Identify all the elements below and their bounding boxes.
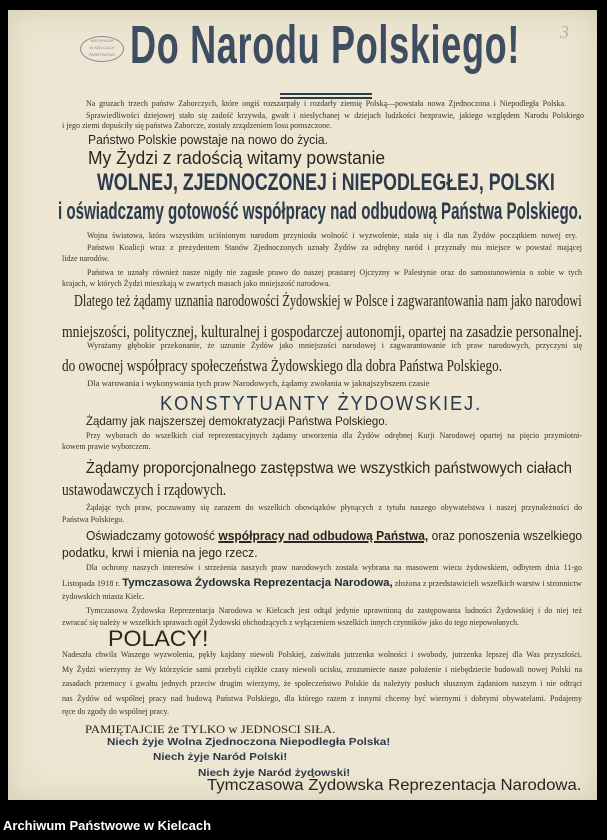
- representation-line: zwracać się należy w wszelkich sprawach ogół Żydowski obchodzących z wyłączeniem wszelkich innych czynników jako do tego niepowołanych.: [62, 618, 519, 627]
- ready-bold: współpracy nad odbudową Państwa,: [218, 528, 429, 543]
- ready-post: oraz ponoszenia wszelkiego: [428, 528, 583, 543]
- remember-unity: PAMIĘTAJCIE że TYLKO w JEDNOSCI SIŁA.: [85, 722, 336, 736]
- appeal-line: zasadach przemocy i gwałtu jednych przeciw drugim wierzymy, że społeczeństwo Polskie da należyty posłuch słusznym żądaniom naszym i nie odtrąci: [62, 679, 582, 688]
- handwritten-mark: 3: [560, 22, 569, 42]
- appeal-line: nas Żydów od wspólnej pracy nad budową Państwa Polskiego, dla którego razem z innymi chcemy być wiernymi i dobrymi obywatelami. Podajemy: [62, 694, 582, 703]
- polacy-heading: POLACY!: [108, 626, 209, 651]
- cheer-line: Niech żyje Naród Polski!: [153, 752, 288, 763]
- duties-line: Państwa Polskiego.: [62, 515, 125, 524]
- state-reborn: Państwo Polskie powstaje na nowo do życia.: [88, 132, 328, 147]
- rep-bold: Tymczasowa Żydowska Reprezentacja Narodowa,: [122, 577, 393, 589]
- archive-stamp: ARCHIWUM W KIELCACH PAŃSTWOWE: [80, 36, 124, 62]
- appeal-line: Nadeszła chwila Waszego wyzwolenia, pękły kajdany niewoli Polskiej, zaświtała jutrzenka wolności i swobody, jutrzenka lepszej dla Was przyszłości.: [62, 650, 582, 659]
- war-line: Wojna światowa, która wszystkim uciśnionym narodom przyniosła wolność i wyzwolenie, stała się i dla nas Żydów początkiem nowej ery.: [87, 231, 577, 240]
- rep-pre: Listopada 1918 r.: [62, 579, 123, 588]
- representation-line: Dla ochrony naszych interesów i strzeżenia naszych praw narodowych została wybrana na masowem wiecu żydowskiem, odbytem dnia 11-go: [86, 563, 582, 572]
- cooperation: do owocnej współpracy społeczeństwa Żydowskiego dla dobra Państwa Polskiego.: [62, 356, 503, 375]
- cheer-line: Niech żyje Naród żydowski!: [198, 768, 351, 779]
- intro-line: Sprawiedliwości dziejowej stało się zadość krzywda, gwałt i niesłychanej w dziejach ludzkości bezprawie, jakiego względem Narodu Polskiego: [86, 111, 584, 120]
- elections-line: kowem prawie wyborczem.: [62, 442, 151, 451]
- title-rule: [280, 93, 372, 95]
- ready-pre: Oświadczamy gotowość: [86, 528, 219, 543]
- representation-line: Tymczasowa Żydowska Reprezentacja Narodowa w Kielcach jest odtąd jedynie uprawnioną do zastępowania ludności Żydowskiej i do niej też: [86, 606, 582, 615]
- duties-line: Żądając tych praw, poczuwamy się zarazem do wszelkich obowiązków płynących z tytułu naszego obywatelstwa i naszej przynależności do: [86, 503, 582, 512]
- representation-line: [62, 578, 582, 589]
- protect-rights: Dla warowania i wykonywania tych praw Narodowych, żądamy zwołania w jaknajszybszem czasie: [87, 379, 430, 388]
- cheer-line: Niech żyje Wolna Zjednoczona Niepodległa Polska!: [107, 737, 391, 748]
- conviction: Wyrażamy głębokie przekonanie, że uznanie Żydów jako mniejszości narodowej i zagwarantowanie ich praw narodowych, przyczyni się: [87, 341, 582, 350]
- representation-line: żydowskich miasta Kielc.: [62, 592, 145, 601]
- konstytuanta: KONSTYTUANTY ŻYDOWSKIEJ.: [160, 393, 482, 415]
- archive-credit: Archiwum Państwowe w Kielcach: [3, 818, 212, 833]
- greeting: My Żydzi z radością witamy powstanie: [88, 148, 386, 168]
- poster-title: Do Narodu Polskiego!: [130, 15, 521, 75]
- war-line: lidze narodów.: [62, 254, 110, 263]
- war-line: Państwa te uznały również nasze nigdy nie zagasłe prawo do naszej prastarej Ojczyzny w Palestynie oraz do samostanowienia o sobie w tych: [87, 268, 582, 277]
- proportional: ustawodawczych i rządowych.: [62, 480, 227, 499]
- elections-line: Przy wyborach do wszelkich ciał reprezentacyjnych żądamy utworzenia dla Żydów odrębnej Kurji Narodowej opartej na pięcio przymiotni-: [86, 431, 582, 440]
- ready-statement: podatku, krwi i mienia na jego rzecz.: [62, 545, 258, 560]
- rep-post: złożona z przedstawicieli wszelkich warstw i stronnictw: [392, 579, 582, 588]
- signature: Tymczasowa Żydowska Reprezentacja Narodowa.: [207, 777, 582, 794]
- proportional: Żądamy proporcjonalnego zastępstwa we wszystkich państwowych ciałach: [86, 460, 572, 477]
- appeal-line: My Żydzi wierzymy że Wy którzyście sami przebyli ciężkie czasy niewoli ucisku, zrozumiecie nasze położenie i niebędziecie budowali nowej Polski na: [62, 665, 582, 674]
- declaration: i oświadczamy gotowość współpracy nad odbudową Państwa Polskiego.: [58, 198, 583, 225]
- demand-autonomy: mniejszości, politycznej, kulturalnej i gospodarczej autonomji, opartej na zasadzie personalnej.: [62, 322, 583, 341]
- demand-autonomy: Dlatego też żądamy uznania narodowości Żydowskiej w Polsce i zagwarantowania nam jako narodowi: [74, 291, 582, 310]
- war-line: krajach, w których Żydzi mieszkają w zwartych masach jako mniejszość narodowa.: [62, 279, 331, 288]
- headline: WOLNEJ, ZJEDNOCZONEJ i NIEPODLEGŁEJ, POLSKI: [97, 169, 555, 196]
- appeal-line: ręce do zgody do wspólnej pracy.: [62, 707, 169, 716]
- intro-line: Na gruzach trzech państw Zaborczych, które ongiś rozszarpały i rozdarły ziemię Polską—powstała nowa Zjednoczona i Niepodległa Polska.: [86, 99, 566, 108]
- democracy: Żądamy jak najszerszej demokratyzacji Państwa Polskiego.: [86, 414, 388, 428]
- war-line: Państwo Koalicji wraz z prezydentem Stanów Zjednoczonych uznały Żydów za odrębny naród i przyznały mu miejsce w powstać mającej: [87, 243, 582, 252]
- ready-statement: [86, 529, 582, 542]
- intro-line: i jego ziemi dopuściły się państwa Zaborcze, zostały zrządzeniem losu pomszczone.: [62, 121, 332, 130]
